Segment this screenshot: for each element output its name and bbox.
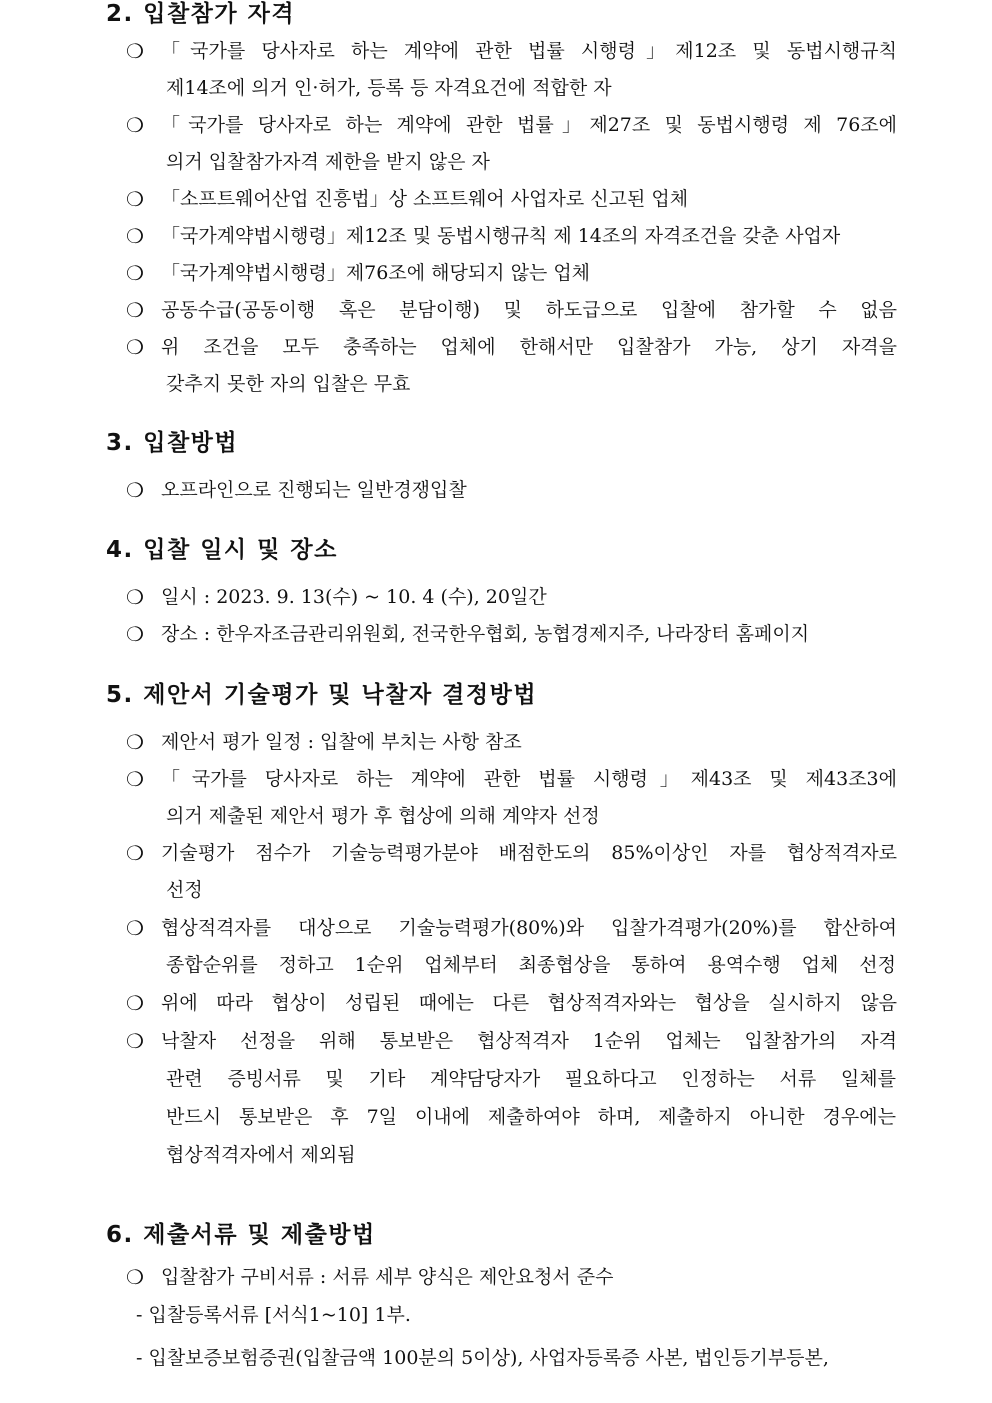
item-text-continued: 반드시 통보받은 후 7일 이내에 제출하여야 하며, 제출하지 아니한 경우에는	[166, 1106, 896, 1128]
section-6-heading: 6. 제출서류 및 제출방법	[106, 1222, 376, 1248]
item-text: 위 조건을 모두 충족하는 업체에 한해서만 입찰참가 가능, 상기 자격을	[161, 336, 897, 358]
bullet-icon: ❍	[126, 478, 144, 502]
item-text: 「국가를 당사자로 하는 계약에 관한 법률 시행령」제43조 및 제43조3에	[161, 768, 897, 790]
item-text: 제안서 평가 일정 : 입찰에 부치는 사항 참조	[161, 731, 522, 753]
bullet-icon: ❍	[126, 335, 144, 359]
bullet-icon: ❍	[126, 916, 144, 940]
item-text-continued: 제14조에 의거 인·허가, 등록 등 자격요건에 적합한 자	[166, 77, 612, 99]
item-text-continued: 선정	[166, 879, 203, 901]
section-4-heading: 4. 입찰 일시 및 장소	[106, 537, 338, 563]
section-3-heading: 3. 입찰방법	[106, 430, 239, 456]
bullet-icon: ❍	[126, 767, 144, 791]
bullet-icon: ❍	[126, 585, 144, 609]
item-text: 입찰참가 구비서류 : 서류 세부 양식은 제안요청서 준수	[161, 1266, 614, 1288]
item-text-continued: 관련 증빙서류 및 기타 계약담당자가 필요하다고 인정하는 서류 일체를	[166, 1068, 896, 1090]
item-text: 「국가를 당사자로 하는 계약에 관한 법률」제27조 및 동법시행령 제 76조에	[161, 114, 897, 136]
sub-list-item: - 입찰등록서류 [서식1~10] 1부.	[136, 1304, 411, 1326]
bullet-icon: ❍	[126, 113, 144, 137]
bullet-icon: ❍	[126, 39, 144, 63]
item-text: 기술평가 점수가 기술능력평가분야 배점한도의 85%이상인 자를 협상적격자로	[161, 842, 897, 864]
item-text: 일시 : 2023. 9. 13(수) ~ 10. 4 (수), 20일간	[161, 586, 547, 608]
item-text: 낙찰자 선정을 위해 통보받은 협상적격자 1순위 업체는 입찰참가의 자격	[161, 1030, 897, 1052]
section-5-heading: 5. 제안서 기술평가 및 낙찰자 결정방법	[106, 682, 538, 708]
bullet-icon: ❍	[126, 730, 144, 754]
bullet-icon: ❍	[126, 622, 144, 646]
item-text-continued: 갖추지 못한 자의 입찰은 무효	[166, 373, 411, 395]
item-text: 장소 : 한우자조금관리위원회, 전국한우협회, 농협경제지주, 나라장터 홈페이지	[161, 623, 810, 645]
bullet-icon: ❍	[126, 224, 144, 248]
item-text: 「국가계약법시행령」제76조에 해당되지 않는 업체	[161, 262, 591, 284]
item-text: 위에 따라 협상이 성립된 때에는 다른 협상적격자와는 협상을 실시하지 않음	[161, 992, 897, 1014]
bullet-icon: ❍	[126, 298, 144, 322]
item-text-continued: 의거 입찰참가자격 제한을 받지 않은 자	[166, 151, 490, 173]
item-text: 협상적격자를 대상으로 기술능력평가(80%)와 입찰가격평가(20%)를 합산하여	[161, 917, 897, 939]
item-text: 「소프트웨어산업 진흥법」상 소프트웨어 사업자로 신고된 업체	[161, 188, 689, 210]
item-text: 「국가계약법시행령」제12조 및 동법시행규칙 제 14조의 자격조건을 갖춘 사업자	[161, 225, 841, 247]
section-2-heading: 2. 입찰참가 자격	[106, 1, 296, 27]
bullet-icon: ❍	[126, 1265, 144, 1289]
sub-list-item: - 입찰보증보험증권(입찰금액 100분의 5이상), 사업자등록증 사본, 법인등기부등본,	[136, 1347, 829, 1369]
item-text: 공동수급(공동이행 혹은 분담이행) 및 하도급으로 입찰에 참가할 수 없음	[161, 299, 897, 321]
item-text-continued: 종합순위를 정하고 1순위 업체부터 최종협상을 통하여 용역수행 업체 선정	[166, 954, 896, 976]
bullet-icon: ❍	[126, 187, 144, 211]
bullet-icon: ❍	[126, 261, 144, 285]
bullet-icon: ❍	[126, 991, 144, 1015]
item-text: 「국가를 당사자로 하는 계약에 관한 법률 시행령」제12조 및 동법시행규칙	[161, 40, 897, 62]
bullet-icon: ❍	[126, 1029, 144, 1053]
item-text-continued: 협상적격자에서 제외됨	[166, 1144, 356, 1166]
item-text-continued: 의거 제출된 제안서 평가 후 협상에 의해 계약자 선정	[166, 805, 600, 827]
bullet-icon: ❍	[126, 841, 144, 865]
item-text: 오프라인으로 진행되는 일반경쟁입찰	[161, 479, 467, 501]
